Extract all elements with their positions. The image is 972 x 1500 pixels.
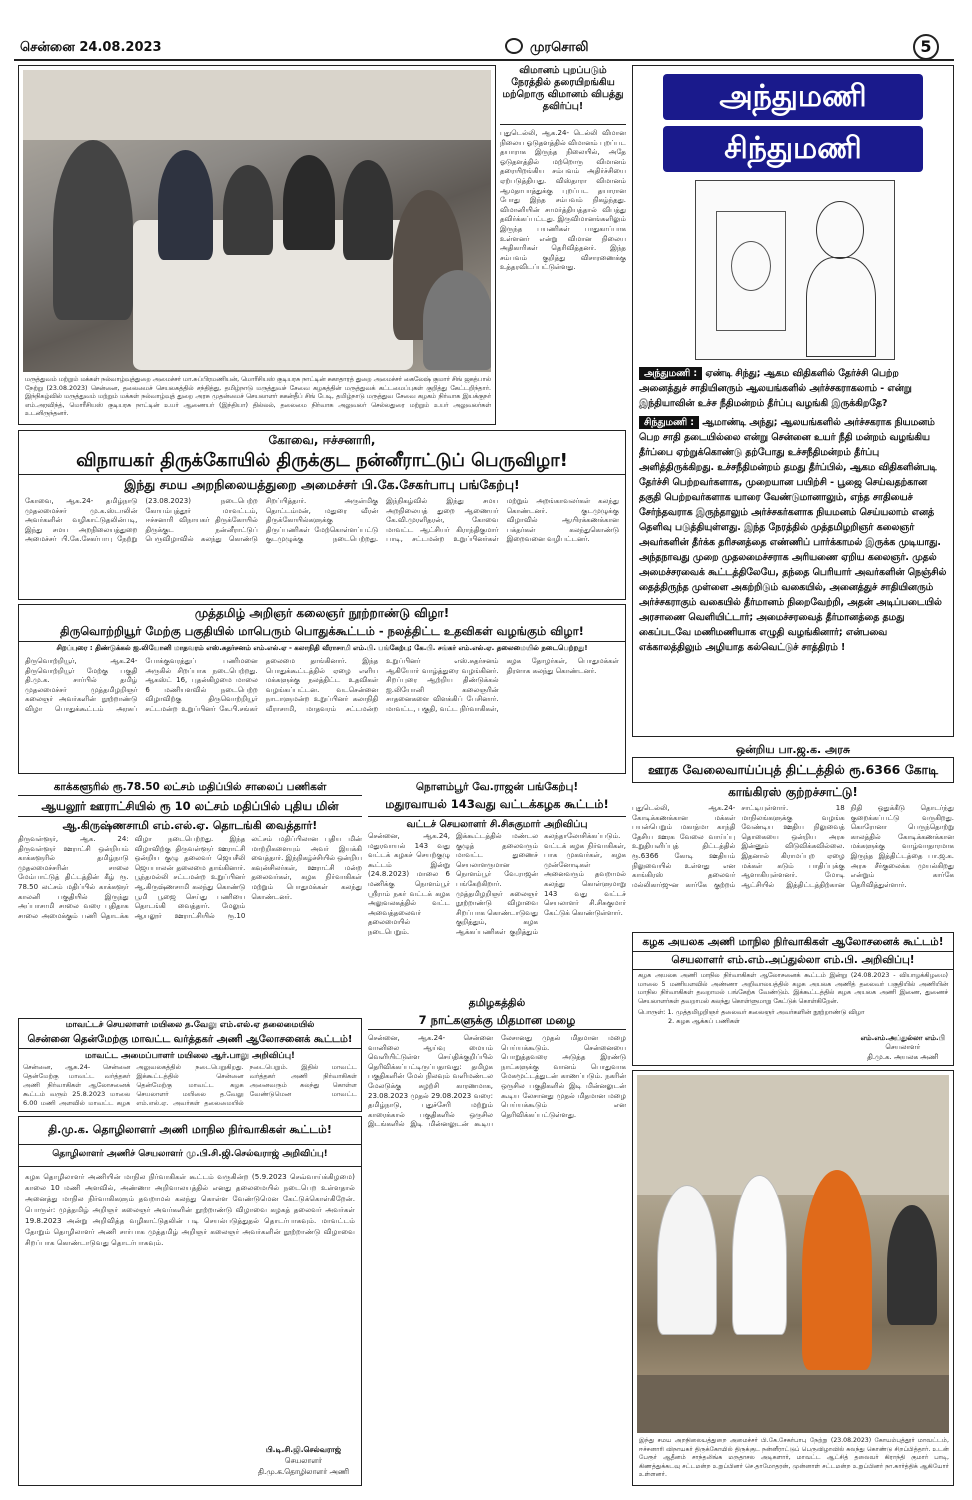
weather-story bbox=[368, 996, 626, 1448]
weather-headline: 7 நாட்களுக்கு மிதமான மழை bbox=[368, 1011, 626, 1030]
labour-signature bbox=[258, 1444, 349, 1477]
answer-text: ஆமாண்டி அந்து; ஆலயங்களில் அர்ச்சகராக நியமனம் பெற சாதி தடையில்லை என்று சென்னை உயர் நீதி மன்றம் வழங்கிய தீர்ப்பை ஏற்றுக்கொண்டு தற்போது உச்சநீதிமன்றம் தீர்ப்பு அளித்திருக்கிறது. உச்சநீதிமன்றம் தமது தீர்ப்பில், ஆகம விதிகளின்படி தேர்ச்சி பெற்றவர்களாக, முறையான பயிற்சி - பூஜை செய்வதற்கான தகுதி பெற்றவர்களாக யாரை வேண்டுமானாலும், எந்த சாதியைச் சேர்ந்தவராக இருந்தாலும் அர்ச்சகர்களாக நியமனம் செய்யலாம் எனத் தெளிவு படுத்தியுள்ளது. இந்த நேரத்தில் முத்தமிழறிஞர் கலைஞர் அவர்களின் தீர்க்க தரிசனத்தை எண்ணிப் பார்க்காமல் இருக்க முடியாது. அந்தநாவது முறை முதலமைச்சராக அரியணை ஏறிய கலைஞர். முதல் அமைச்சரவைக் கூட்டத்திலேயே, தந்தை பெரியார் அவர்களின் நெஞ்சில் தைத்திருந்த முள்ளை அகற்றிடும் வகையில், அனைத்துச் சாதியினரும் அர்ச்சகராகும் வகையில் தீர்மானம் நிறைவேற்றி, அதன் அடிப்படையில் அரசாணை வெளியிட்டார்; அமைச்சரவைத் தீர்மானத்தை தமது கைப்படவே மணிமணியாக எழுதி வழங்கினார்; என்பவை எக்காலத்திலும் அழியாத கல்வெட்டுச் சாத்திரம் ! bbox=[639, 417, 947, 653]
kalaignar-sub: சிறப்புரை : திண்டுக்கல் ஐ.லியோனி மாதவரம் எஸ்.சுதர்சனம் எம்.எல்.ஏ - கலாநிதி வீராசாமி எம்.பி. பங்கேற்பு; கே.பி. சங்கர் எம்.எல்.ஏ. தலைமையில் நடைபெற்றது! bbox=[56, 644, 588, 652]
aayalur-sub: ஆ.கிருஷ்ணசாமி எம்.எல்.ஏ. தொடங்கி வைத்தார்! bbox=[62, 819, 318, 832]
anthumani-qa bbox=[639, 366, 949, 734]
ayalaga-agenda-1: 1. முத்தமிழறிஞர் தலைவர் கலைஞர் அவர்களின் நூற்றாண்டு விழா bbox=[667, 1008, 865, 1016]
ayalaga-sub: செயலாளர் எம்.எம்.அப்துல்லா எம்.பி. அறிவிப்பு! bbox=[633, 952, 953, 970]
flight-body: புதுடெல்லி, ஆக.24- டெல்லி விமான நிலைய ஓடுதளத்தில் விமானம் புறப்பட தயாராக இருந்த நிலையில், அதே ஓடுதளத்தில் மற்றொரு விமானம் தரையிறங்கிய சம்பவம் அதிர்ச்சியை ஏற்படுத்தியது. விஸ்தாரா விமானம் ஆமதாபாத்துக்கு புறப்பட தயாரான போது இந்த சம்பவம் நிகழ்ந்தது. விமானியின் சாமர்த்தியத்தால் விபத்து தவிர்க்கப்பட்டது. இருவிமானங்களிலும் இருந்த பயணிகள் பாதுகாப்பாக உள்ளனர் என்று விமான நிலைய அதிகாரிகள் தெரிவித்தனர். இந்த சம்பவம் குறித்து விசாரணைக்கு உத்தரவிடப்பட்டுள்ளது. bbox=[500, 129, 626, 272]
masthead-paper-name: முரசொலி bbox=[530, 40, 589, 55]
rural-sub: காங்கிரஸ் குற்றச்சாட்டு! bbox=[728, 785, 858, 799]
aayalur-story bbox=[18, 780, 362, 1015]
weather-body: சென்னை, ஆக.24- சென்னை வானிலை ஆய்வு மையம் வெளியிட்டுள்ள செய்திக்குறிப்பில் தெரிவிக்கப்பட்டிருப்பதாவது: தமிழக பகுதிகளின் மேல் நிலவும் வளிமண்டல மேலடுக்கு சுழற்சி காரணமாக, 23.08.2023 முதல் 29.08.2023 வரை: தமிழ்நாடு, புதுச்சேரி மற்றும் காரைக்கால் பகுதிகளில் ஒருசில இடங்களில் இடி மின்னலுடன் கூடிய லேசானது முதல் மிதமான மழை பெய்யக்கூடும். சென்னையை பொறுத்தவரை அடுத்த இரண்டு நாட்களுக்கு வானம் பொதுவாக மேகமூட்டத்துடன் காணப்படும். நகரின் ஒருசில பகுதிகளில் இடி மின்னலுடன் கூடிய லேசானது முதல் மிதமான மழை பெய்யக்கூடும் என தெரிவிக்கப்பட்டுள்ளது. bbox=[368, 1034, 626, 1129]
cartoon-illustration bbox=[695, 180, 895, 360]
flight-headline: விமானம் புறப்படும் நேரத்தில் தரையிறங்கிய மற்றொரு விமானம் விபத்து தவிர்ப்பு! bbox=[500, 65, 626, 125]
labour-body: கழக தொழிலாளர் அணியின் மாநில நிர்வாகிகள் கூட்டம் வருகின்ற (5.9.2023 செவ்வாய்க்கிழமை) காலை 10 மணி அளவில், அண்ணா அறிவாலயத்தில் எனது தலைமையில் நடைபெற உள்ளதால் அனைத்து மாநில நிர்வாகிகளும் தவறாமல் கலந்து கொள்ள வேண்டுமென கேட்டுக்கொள்கிறேன். பொருள்: முத்தமிழ் அறிஞர் கலைஞர் அவர்களின் நூற்றாண்டு விழாவை கழகத் தலைவர் அவர்கள் 19.8.2023 அன்று அறிவித்த வழிகாட்டுதலின் படி செயல்படுத்துதல் தொடர்பாகவும். மாவட்டம் தோறும் தொழிலாளர் அணி சார்பாக முத்தமிழ் அறிஞர் கலைஞர் அவர்களின் நூற்றாண்டு விழாவை சிறப்பாக கொண்டாடுவது தொடர்பாகவும். bbox=[25, 1172, 355, 1247]
chennai-kicker: மாவட்டச் செயலாளர் மயிலை த.வேலு எம்.எல்.ஏ தலைமையில் bbox=[65, 1020, 315, 1030]
kalaignar-story bbox=[18, 604, 626, 774]
chennai-body: சென்னை, ஆக.24- சென்னை தென்மேற்கு மாவட்ட வர்த்தகர் அணி நிர்வாகிகள் ஆலோசனைக் கூட்டம் வரும் 25.8.2023 மாலை 6.00 மணி அளவில் மாவட்ட கழக அலுவலகத்தில் நடைபெறுகிறது. இக்கூட்டத்தில் சென்னை தென்மேற்கு மாவட்ட கழக செயலாளர் மயிலை த.வேலு எம்.எல்.ஏ. அவர்கள் தலைமையில் நடைபெறும். இதில் மாவட்ட வர்த்தகர் அணி நிர்வாகிகள் அனைவரும் கலந்து கொள்ள வேண்டுமென மாவட்ட bbox=[23, 1063, 357, 1107]
aayalur-body: திருவள்ளூர், ஆக. 24: திருவள்ளூர் ஊராட்சி ஒன்றியம் காக்களூரில் தமிழ்நாடு முதலமைச்சரின் சாலை மேம்பாட்டுத் திட்டத்தின் கீழ் ரூ. 78.50 லட்சம் மதிப்பில் காக்களூர் காலனி பகுதியில் இருந்து அப்பாசாமி சாலை வரை புதிதாக சாலை அமைக்கும் பணி தொடக்க விழா நடைபெற்றது. இந்த விழாவிற்கு திருவள்ளூர் ஊராட்சி ஒன்றிய குழு தலைவர் ஜெயசீலி ஜெயபாலன் தலைமை தாங்கினார். பூந்தமல்லி சட்டமன்ற உறுப்பினர் ஆ.கிருஷ்ணசாமி கலந்து கொண்டு பூமி பூஜை செய்து பணியை தொடங்கி வைத்தார். மேலும் ஆயலூர் ஊராட்சியில் ரூ.10 லட்சம் மதிப்பிலான புதிய மின் மாற்றிகளையும் அவர் இயக்கி வைத்தார். இந்நிகழ்ச்சியில் ஒன்றிய கவுன்சிலர்கள், ஊராட்சி மன்ற தலைவர்கள், கழக நிர்வாகிகள் மற்றும் பொதுமக்கள் கலந்து கொண்டனர். bbox=[18, 835, 362, 920]
vinayagar-sub: இந்து சமய அறநிலையத்துறை அமைச்சர் பி.கே.சேகர்பாபு பங்கேற்பு! bbox=[124, 477, 520, 492]
ayalaga-signer-role-1: செயலாளர் bbox=[885, 1043, 921, 1051]
chennai-sub: மாவட்ட அமைப்பாளர் மயிலை ஆர்.பாலு அறிவிப்பு! bbox=[85, 1051, 295, 1061]
ayalaga-story bbox=[632, 932, 954, 1066]
anthumani-column bbox=[632, 65, 954, 737]
nolambur-kicker: நொளம்பூர் வே.ராஜன் பங்கேற்பு! bbox=[415, 781, 579, 793]
rural-jobs-story bbox=[632, 742, 954, 928]
labour-story bbox=[18, 1116, 362, 1486]
meeting-photo bbox=[23, 70, 491, 372]
chennai-south-story bbox=[18, 1018, 362, 1112]
rural-headline: ஊரக வேலைவாய்ப்புத் திட்டத்தில் ரூ.6366 கோடி bbox=[632, 757, 954, 783]
labour-signer: பி.டி.சி.ஜி.செல்வராஜ் bbox=[265, 1445, 341, 1454]
nolambur-body: சென்னை, ஆக.24, மதுரவாயல் 143 வது வட்டக் கழகச் செயற்குழு கூட்டம் இன்று (24.8.2023) மாலை 6 மணிக்கு நொளம்பூர் ஸ்ரீராம் நகர் வட்டக் கழக அலுவலகத்தில் வட்ட அவைத்தலைவர் தலைமையில் நடைபெறும். இக்கூட்டத்தில் மண்டல குழுத் தலைவரும் மாவட்ட துணைச் செயலாளருமான நொளம்பூர் வே.ராஜன் பங்கேற்கிறார். முத்தமிழறிஞர் கலைஞர் நூற்றாண்டு விழாவை சிறப்பாக கொண்டாடுவது குறித்தும், கழக ஆக்கப்பணிகள் குறித்தும் கலந்தாலோசிக்கப்படும். வட்டக் கழக நிர்வாகிகள், பாக முகவர்கள், கழக முன்னோடிகள் அனைவரும் தவறாமல் கலந்து கொள்ளுமாறு 143 வது வட்டச் செயலாளர் சி.சிசுகுமார் கேட்டுக் கொண்டுள்ளார். bbox=[368, 832, 626, 936]
vinayagar-headline: விநாயகர் திருக்கோயில் திருக்குட நன்னீராட்டுப் பெருவிழா! bbox=[19, 449, 625, 475]
weather-kicker: தமிழகத்தில் bbox=[468, 997, 526, 1009]
bottom-photo-block bbox=[632, 1070, 954, 1486]
kalaignar-body: திருவொற்றியூர், ஆக.24- திருவொற்றியூர் மேற்கு பகுதி தி.மு.க. சார்பில் தமிழ் முதலமைச்சர் முத்தமிழறிஞர் கலைஞர் அவர்களின் நூற்றாண்டு விழா பொதுக்கூட்டம் அரசுப் போக்குவரத்துப் பணிமனை அருகில் சிறப்பாக நடைபெற்றது. ஆகஸ்ட் 16, புதன்கிழமை மாலை 6 மணியளவில் நடைபெற்ற விழாவிற்கு திருவொற்றியூர் சட்டமன்ற உறுப்பினர் கே.பி.சங்கர் தலைமை தாங்கினார். இந்த பொதுக்கூட்டத்தில் ஏழை எளிய மக்களுக்கு நலத்திட்ட உதவிகள் வழங்கப்பட்டன. வடசென்னை நாடாளுமன்ற உறுப்பினர் கலாநிதி வீராசாமி, மாதவரம் சட்டமன்ற உறுப்பினர் எஸ்.சுதர்சனம் ஆகியோர் வாழ்த்துரை வழங்கினர். சிறப்புரை ஆற்றிய திண்டுக்கல் ஐ.லியோனி கலைஞரின் சாதனைகளை விளக்கிப் பேசினார். மாவட்ட, பகுதி, வட்ட நிர்வாகிகள், கழக தோழர்கள், பொதுமக்கள் திரளாக கலந்து கொண்டனர். bbox=[25, 657, 619, 713]
chennai-headline: சென்னை தென்மேற்கு மாவட்ட வர்த்தகர் அணி ஆலோசனைக் கூட்டம்! bbox=[19, 1032, 361, 1049]
answer-tag: சிந்துமணி : bbox=[639, 416, 699, 429]
kalaignar-headline: திருவொற்றியூர் மேற்கு பகுதியில் மாபெரும் பொதுக்கூட்டம் - நலத்திட்ட உதவிகள் வழங்கும் விழா! bbox=[19, 622, 625, 642]
flight-story bbox=[500, 65, 626, 425]
vinayagar-kicker: கோவை, ஈச்சனாரி, bbox=[268, 433, 376, 447]
question-text: ஏண்டி சிந்து; ஆகம விதிகளில் தேர்ச்சி பெற்ற அனைத்துச் சாதியினரும் ஆலயங்களில் அர்ச்சகராகலாம் - என்று இந்தியாவின் உச்ச நீதிமன்றம் தீர்ப்பு வழங்கி இருக்கிறதே? bbox=[639, 368, 912, 409]
top-photo-block bbox=[18, 65, 496, 425]
labour-sub: தொழிலாளர் அணிச் செயலாளர் மு.பி.சி.ஜி.செல்வராஜ் அறிவிப்பு! bbox=[19, 1145, 361, 1167]
labour-signer-role-1: செயலாளர் bbox=[284, 1456, 323, 1465]
anthumani-title-1: அந்துமணி bbox=[663, 74, 923, 120]
nolambur-sub: வட்டச் செயலாளர் சி.சிசுகுமார் அறிவிப்பு bbox=[406, 819, 588, 830]
labour-headline: தி.மு.க. தொழிலாளர் அணி மாநில நிர்வாகிகள் கூட்டம்! bbox=[19, 1117, 361, 1145]
kalaignar-kicker: முத்தமிழ் அறிஞர் கலைஞர் நூற்றாண்டு விழா! bbox=[194, 606, 450, 620]
vinayagar-story bbox=[18, 430, 626, 600]
ayalaga-agenda-label: பொருள்: bbox=[638, 1008, 666, 1016]
masthead-date: சென்னை 24.08.2023 bbox=[20, 40, 162, 55]
ayalaga-signer: எம்.எம்.அப்துல்லா எம்.பி bbox=[860, 1033, 945, 1042]
temple-ceremony-photo bbox=[637, 1075, 949, 1433]
labour-signer-role-2: தி.மு.க.தொழிலாளர் அணி bbox=[257, 1467, 349, 1476]
question-tag: அந்துமணி : bbox=[639, 367, 702, 380]
rural-body: புதுடெல்லி, ஆக.24- கோடிக்கணக்கான மக்கள் பயன்பெறும் மகாத்மா காந்தி தேசிய ஊரக வேலை வாய்ப்பு உறுதியளிப்புத் திட்டத்தில் ரூ.6366 கோடி ஊதியம் நிலுவையில் உள்ளது என காங்கிரஸ் தலைவர் மல்லிகார்ஜுன கார்கே குற்றம் சாட்டியுள்ளார். 18 மாநிலங்களுக்கு வழங்க வேண்டிய ஊதிய நிலுவைத் தொகையை ஒன்றிய அரசு இன்னும் விடுவிக்கவில்லை. இதனால் கிராமப்புற ஏழை மக்கள் கடும் பாதிப்புக்கு ஆளாகியுள்ளனர். மோடி ஆட்சியில் இத்திட்டத்திற்கான நிதி ஒதுக்கீடு தொடர்ந்து குறைக்கப்பட்டு வருகிறது. கொரோனா பெருந்தொற்று காலத்தில் கோடிக்கணக்கான மக்களுக்கு வாழ்வாதாரமாக இருந்த இத்திட்டத்தை பா.ஜ.க. அரசு சீர்குலைக்க முயல்கிறது என்றும் கார்கே தெரிவித்துள்ளார். bbox=[632, 804, 954, 889]
ayalaga-signer-role-2: தி.மு.க. அயலக அணி bbox=[867, 1052, 939, 1061]
page-number: 5 bbox=[913, 34, 939, 60]
rural-kicker: ஒன்றிய பா.ஜ.க. அரசு bbox=[735, 743, 851, 756]
anthumani-title-2: சிந்துமணி bbox=[663, 126, 923, 172]
ayalaga-agenda-2: 2. கழக ஆக்கப் பணிகள் bbox=[668, 1017, 740, 1025]
nolambur-headline: மதுரவாயல் 143வது வட்டக்கழக கூட்டம்! bbox=[368, 795, 626, 817]
ayalaga-signature bbox=[861, 1034, 945, 1063]
elephant-logo-icon bbox=[505, 38, 523, 54]
bottom-photo-caption: இந்து சமய அறநிலையத்துறை அமைச்சர் பி.கே.சேகர்பாபு நேற்று (23.08.2023) கோயம்புத்தூர் மாவட்டம், ஈச்சனாரி விநாயகர் திருக்கோயில் திருக்குட நன்னீராட்டுப் பெருவிழாவில் கலந்து கொண்டு சிறப்பித்தார். உடன் பேரூர் ஆதீனம் சாந்தலிங்க மருதாசல அடிகளார், மாவட்ட ஆட்சித் தலைவர் கிராந்தி குமார் பாடி, கிணத்துக்கடவு சட்டமன்ற உறுப்பினர் செ.தாமோதரன், முன்னாள் சட்டமன்ற உறுப்பினர் நா.கார்த்திக் ஆகியோர் உள்ளனர். bbox=[639, 1437, 949, 1479]
aayalur-headline: ஆயலூர் ஊராட்சியில் ரூ 10 லட்சம் மதிப்பில் புதிய மின் bbox=[18, 795, 362, 817]
masthead bbox=[0, 0, 972, 62]
ayalaga-body: கழக அயலக அணி மாநில நிர்வாகிகள் ஆலோசனைக் கூட்டம் இன்று (24.08.2023 - வியாழக்கிழமை) மாலை 5 மணியளவில் அண்ணா அறிவாலயத்தில் கழக அயலக அணித் தலைவர் பகுதியில் அணியின் மாநில நிர்வாகிகள் தவறாமல் பங்கேற்க வேண்டும். இக்கூட்டத்தில் கழக அயலக அணி இணை, துணைச் செயலாளர்கள் தவறாமல் கலந்து கொள்ளுமாறு கேட்டுக் கொள்கிறேன். bbox=[638, 972, 948, 1005]
ayalaga-headline: கழக அயலக அணி மாநில நிர்வாகிகள் ஆலோசனைக் கூட்டம்! bbox=[633, 933, 953, 952]
top-photo-caption: மருத்துவம் மற்றும் மக்கள் நல்வாழ்வுத்துறை அமைச்சர் மா.சுப்பிரமணியன், மொரீசியஸ் குடியரசு நாட்டின் சுகாதாரத் துறை அமைச்சர் கைலேஷ் குமார் சிங் ஜகத்பால் நேற்று (23.08.2023) சென்னை, தலைமைச் செயலகத்தில் சந்தித்து, தமிழ்நாடு மருத்துவச் சேவை கழகத்தின் மருத்துவக் கட்டமைப்புகள் குறித்து கேட்டறிந்தார். இந்நிகழ்வில் மருத்துவம் மற்றும் மக்கள் நல்வாழ்வுத் துறை அரசு முதன்மைச் செயலாளர் ககன்தீப் சிங் பேடி, தமிழ்நாடு மருத்துவ சேவை கழகம் நிர்வாக இயக்குநர் எம்.அரவிந்த், மொரீசியஸ் குடியரசு நாட்டின் உயர் ஆணையர் (இந்தியா) தில்லல், தலைமை நிர்வாக அலுவலர் செல்லதுரை மற்றும் உயர் அலுவலர்கள் உடனிருந்தனர். bbox=[25, 376, 491, 418]
nolambur-story bbox=[368, 780, 626, 990]
vinayagar-body: கோவை, ஆக.24- தமிழ்நாடு முதலமைச்சர் மு.க.ஸ்டாலின் அவர்களின் வழிகாட்டுதலின்படி, இந்து சமய அறநிலையத்துறை அமைச்சர் பி.கே.சேகர்பாபு நேற்று (23.08.2023) நடைபெற்ற கோயம்புத்தூர் மாவட்டம், ஈச்சனாரி விநாயகர் திருக்கோயில் திருக்குட நன்னீராட்டுப் பெருவிழாவில் கலந்து கொண்டு சிறப்பித்தார். அருள்மிகு தொட்டம்மன், மதுரை வீரன் திருக்கோயில்களுக்கு திருப்பணிகள் மேற்கொள்ளப்பட்டு குடமுழுக்கு நடைபெற்றது. இந்நிகழ்வில் இந்து சமய அறநிலையத் துறை ஆணையர் கே.வி.முரளிதரன், கோவை மாவட்ட ஆட்சியர் கிராந்திகுமார் பாடி, சட்டமன்ற உறுப்பினர்கள் மற்றும் அறங்காவலர்கள் கலந்து கொண்டனர். குடமுழுக்கு விழாவில் ஆயிரக்கணக்கான பக்தர்கள் கலந்துகொண்டு இறைவனை வழிபட்டனர். bbox=[25, 497, 619, 544]
aayalur-kicker: காக்களூரில் ரூ.78.50 லட்சம் மதிப்பில் சாலைப் பணிகள் bbox=[53, 781, 327, 793]
